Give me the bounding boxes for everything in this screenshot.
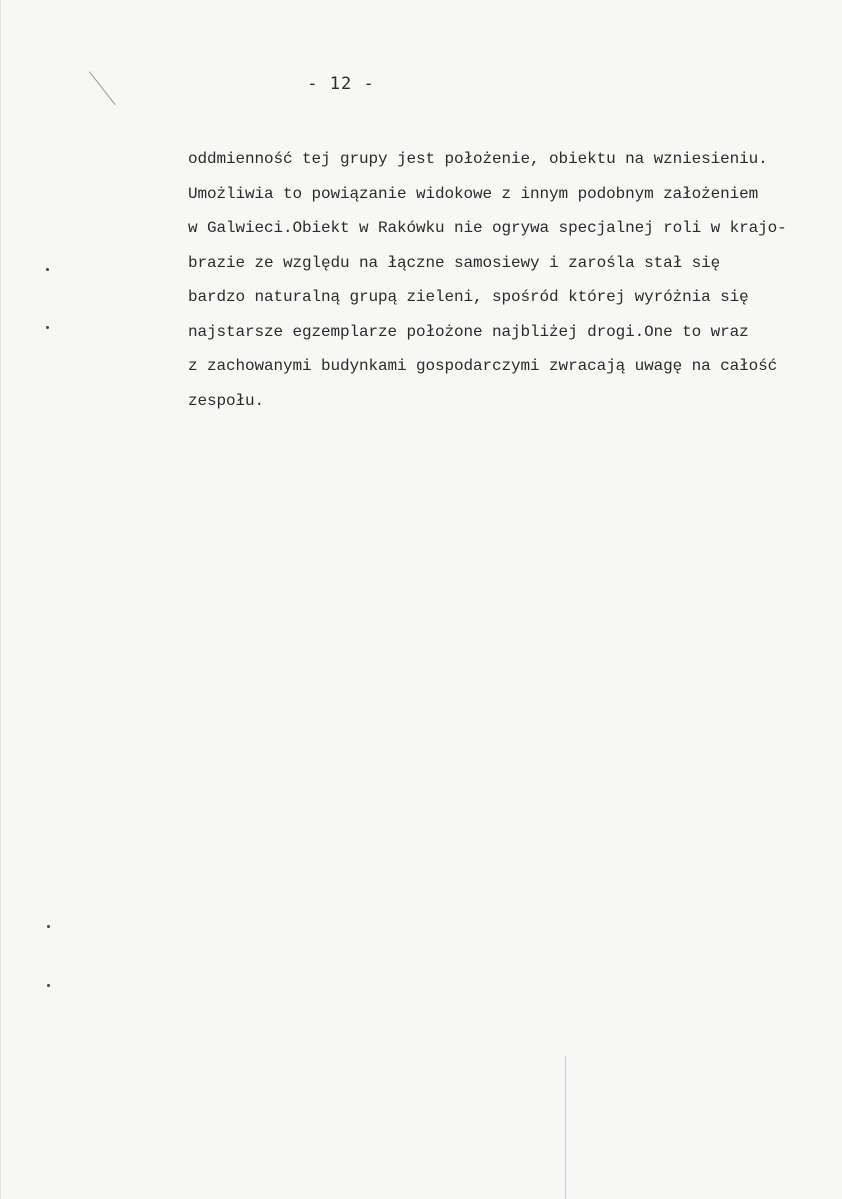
punch-mark-speck [47, 984, 50, 987]
body-text [188, 142, 828, 418]
text-line-1: oddmienność tej grupy jest położenie, obiektu na wzniesieniu. [188, 150, 768, 168]
text-line-5: bardzo naturalną grupą zieleni, spośród której wyróżnia się [188, 288, 749, 306]
text-line-8: zespołu. [188, 391, 265, 410]
text-line-7: z zachowanymi budynkami gospodarczymi zwracają uwagę na całość [188, 357, 778, 375]
text-line-2: Umożliwia to powiązanie widokowe z innym podobnym założeniem [188, 184, 759, 203]
text-line-6: najstarsze egzemplarze położone najbliżej drogi.One to wraz [188, 322, 749, 341]
faint-margin-line [565, 1056, 566, 1199]
page-number: - 12 - [307, 74, 375, 94]
punch-mark-speck [46, 326, 49, 329]
text-line-3: w Galwieci.Obiekt w Rakówku nie ogrywa specjalnej roli w krajo- [188, 219, 787, 237]
text-line-4: brazie ze względu na łączne samosiewy i zarośla stał się [188, 253, 721, 272]
punch-mark-speck [46, 268, 49, 271]
punch-mark-speck [47, 925, 50, 928]
